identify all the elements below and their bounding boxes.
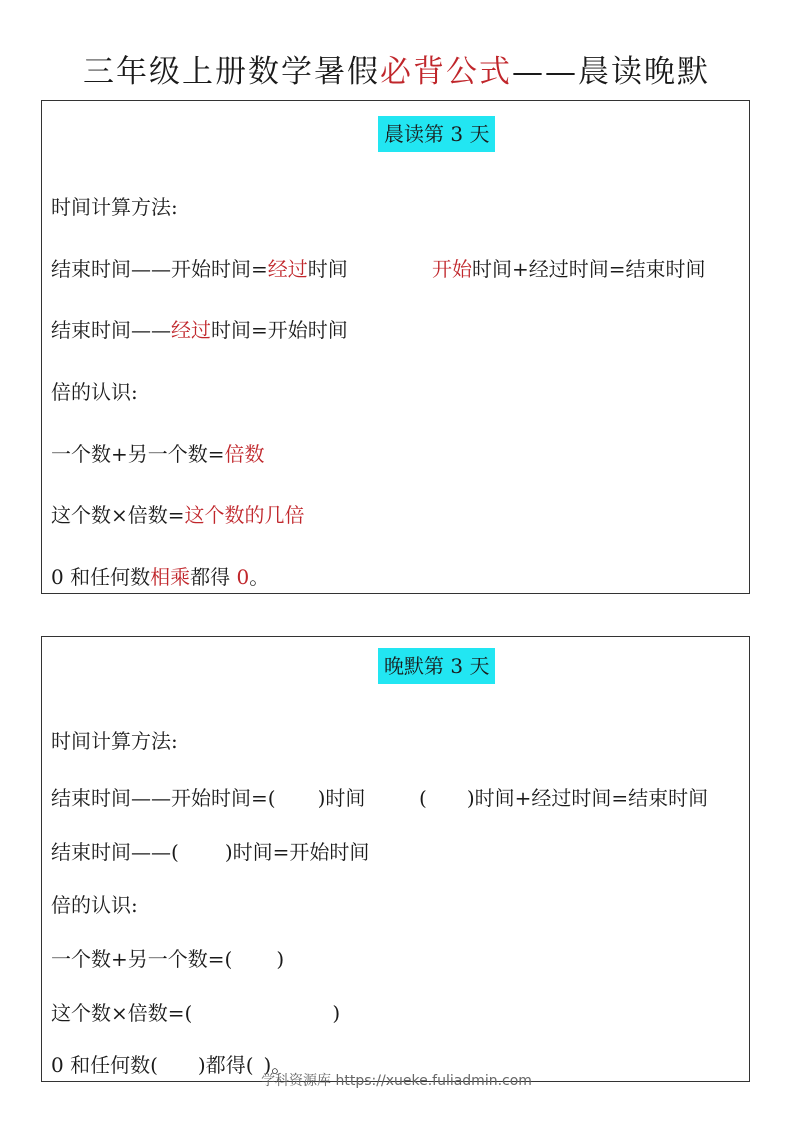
page-title: [0, 46, 793, 91]
formula-line-5: 0 和任何数相乘都得 0。: [51, 565, 270, 589]
title-suffix: ——晨读晚默: [512, 54, 710, 90]
formula-line-4: 这个数×倍数=这个数的几倍: [51, 503, 305, 527]
morning-badge: 晨读第 3 天: [378, 116, 495, 152]
morning-reading-box: [41, 100, 750, 594]
footer-source: 学科资源库 https://xueke.fuliadmin.com: [261, 1073, 532, 1089]
formula-line-3: 一个数+另一个数=倍数: [51, 442, 265, 466]
evening-dictation-box: [41, 636, 750, 1082]
formula-line-2: 结束时间——经过时间=开始时间: [51, 318, 348, 342]
evening-badge: 晚默第 3 天: [378, 648, 495, 684]
blank-line-3: 一个数+另一个数=( ): [51, 947, 285, 971]
blank-line-4: 这个数×倍数=( ): [51, 1001, 341, 1025]
formula-line-1a: 结束时间——开始时间=经过时间: [51, 257, 348, 281]
title-highlight: 必背公式: [380, 54, 512, 90]
time-heading: 时间计算方法:: [51, 729, 178, 753]
title-text: 三年级上册数学暑假: [83, 54, 380, 90]
times-heading: 倍的认识:: [51, 893, 138, 917]
blank-line-5: 0 和任何数( )都得( )。: [51, 1053, 292, 1077]
blank-line-1a: 结束时间——开始时间=( )时间: [51, 786, 366, 810]
formula-line-1b: 开始时间+经过时间=结束时间: [432, 257, 706, 281]
time-heading: 时间计算方法:: [51, 195, 178, 219]
blank-line-1b: ( )时间+经过时间=结束时间: [419, 786, 709, 810]
blank-line-2: 结束时间——( )时间=开始时间: [51, 840, 370, 864]
times-heading: 倍的认识:: [51, 380, 138, 404]
